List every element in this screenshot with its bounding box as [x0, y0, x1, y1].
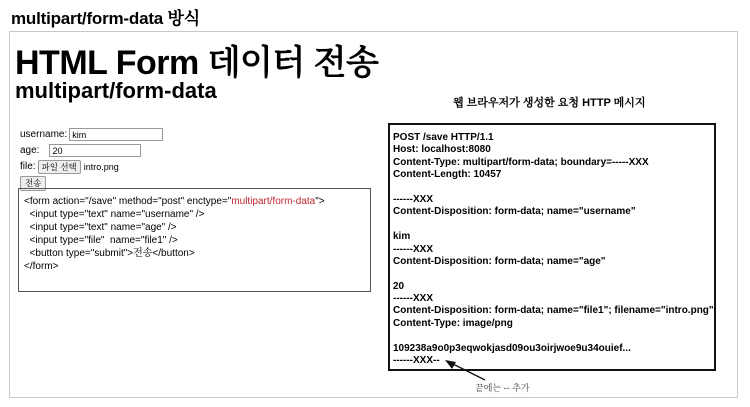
age-label: age:: [20, 145, 40, 156]
file-name: intro.png: [83, 161, 119, 172]
annotation-text: 끝에는 -- 추가: [475, 383, 530, 393]
http-caption: 웹 브라우저가 생성한 요청 HTTP 메시지: [453, 97, 646, 109]
code-line-4: <input type="file" name="file1" />: [24, 235, 178, 246]
http-line: Content-Disposition: form-data; name="username": [393, 206, 636, 218]
http-line: 109238a9o0p3eqwokjasd09ou3oirjwoe9u34ouief...: [393, 342, 631, 354]
http-line: Content-Disposition: form-data; name="file1"; filename="intro.png": [393, 305, 714, 317]
http-line: kim: [393, 231, 411, 243]
username-label: username:: [20, 129, 68, 140]
file-label: file:: [20, 161, 36, 172]
code-line-2: <input type="text" name="username" />: [24, 209, 205, 220]
code-line-1-pre: <form action="/save" method="post" enctype=": [24, 196, 232, 207]
code-line-3: <input type="text" name="age" />: [24, 222, 177, 233]
http-line: ------XXX: [393, 193, 433, 205]
http-line: ------XXX: [393, 293, 433, 305]
http-line: Content-Disposition: form-data; name="age": [393, 255, 606, 267]
annotation-arrow-icon: [10, 32, 739, 399]
http-line: Host: localhost:8080: [393, 144, 491, 156]
http-line: 20: [393, 280, 405, 292]
http-line: Content-Type: image/png: [393, 317, 513, 329]
http-line: ------XXX--: [393, 355, 440, 367]
submit-button[interactable]: 전송: [20, 176, 46, 191]
code-line-6: </form>: [24, 261, 59, 272]
code-line-1-highlight: multipart/form-data: [231, 196, 316, 207]
code-line-5: <button type="submit">전송</button>: [24, 248, 195, 259]
page-heading: multipart/form-data 방식: [11, 9, 201, 28]
http-line: ------XXX: [393, 243, 433, 255]
file-select-button[interactable]: 파일 선택: [38, 160, 81, 174]
http-line: Content-Type: multipart/form-data; boundary=-----XXX: [393, 156, 649, 168]
slide-panel: [9, 31, 738, 398]
http-line: Content-Length: 10457: [393, 169, 502, 181]
code-line-1-post: ">: [315, 196, 325, 207]
http-line: POST /save HTTP/1.1: [393, 132, 494, 143]
slide-title: HTML Form 데이터 전송: [15, 44, 379, 82]
slide-subtitle: multipart/form-data: [15, 78, 217, 103]
